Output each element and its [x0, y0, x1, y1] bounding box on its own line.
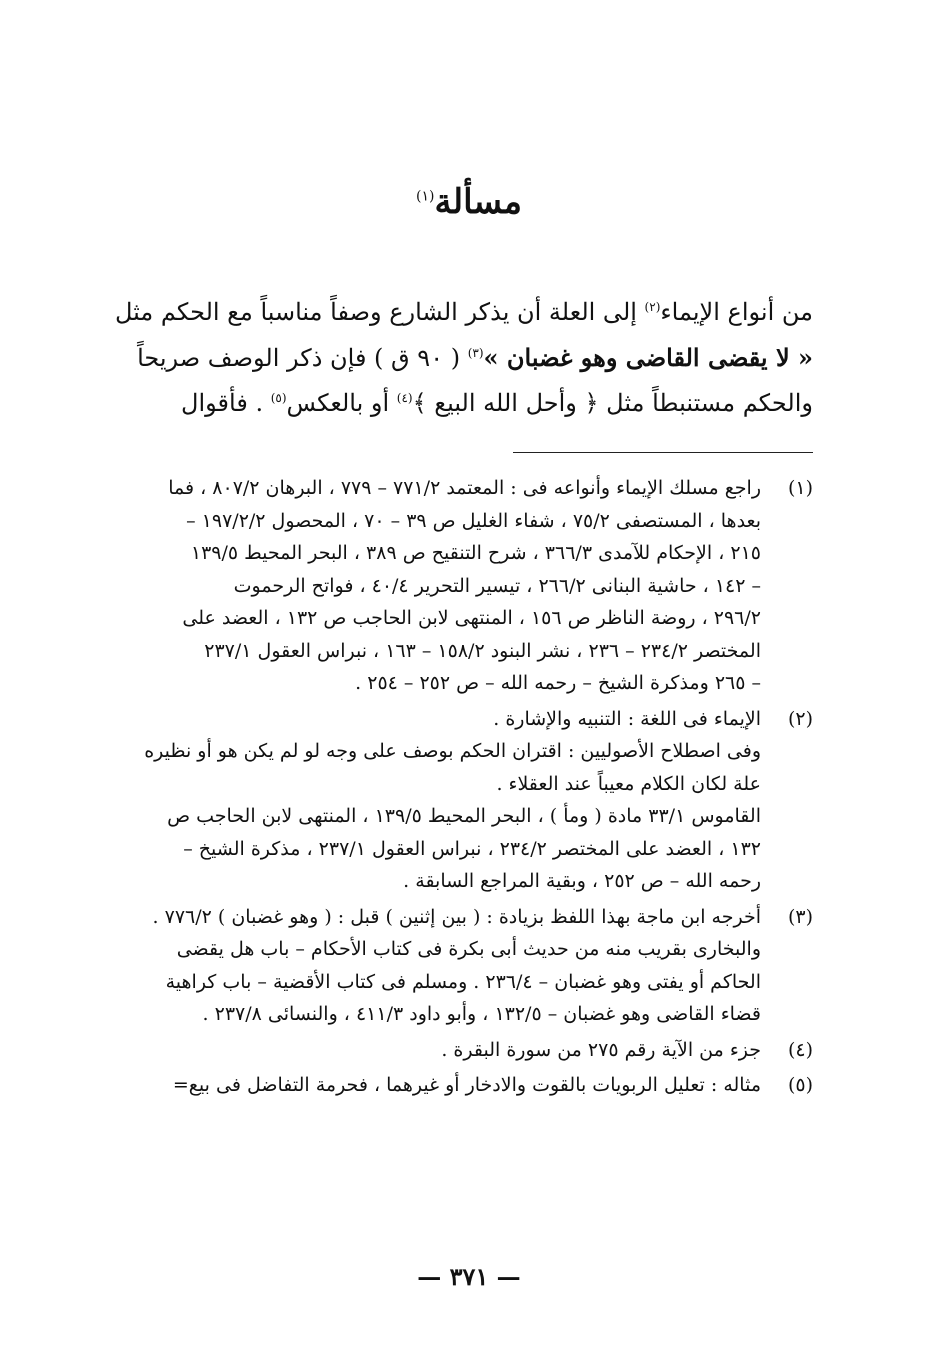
footnote-line: رحمه الله – ص ٢٥٢ ، وبقية المراجع السابقة .: [403, 870, 761, 892]
page-title: [0, 182, 938, 222]
footnote-line: راجع مسلك الإيماء وأنواعه فى : المعتمد ٧٧١/٢ – ٧٧٩ ، البرهان ٨٠٧/٢ ، فما: [168, 477, 761, 499]
footnote-ref: (٢): [644, 300, 661, 314]
footnote-ref: (٣): [467, 346, 484, 360]
footnote-line: المختصر ٢٣٤/٢ – ٢٣٦ ، نشر البنود ١٥٨/٢ – ١٦٣ ، نبراس العقول ٢٣٧/١: [204, 639, 761, 662]
footnote-line: مثاله : تعليل الربويات بالقوت والادخار أو غيرهما ، فحرمة التفاضل فى بيع=: [172, 1074, 761, 1096]
body-text: ( ٩٠ ق ) فإن ذكر الوصف صريحاً: [137, 344, 468, 372]
footnote-5: [123, 1069, 813, 1102]
footnotes: [123, 472, 813, 1102]
footnote-line: ١٣٢ ، العضد على المختصر ٢٣٤/٢ ، نبراس العقول ٢٣٧/١ ، مذكرة الشيخ –: [183, 837, 761, 860]
body-text: . فأقوال: [181, 389, 271, 417]
footnote-line: بعدها ، المستصفى ٧٥/٢ ، شفاء الغليل ص ٣٩ – ٧٠ ، المحصول ١٩٧/٢/٢ –: [186, 509, 761, 532]
main-paragraph: [114, 290, 813, 426]
footnote-number: (٢): [787, 707, 813, 730]
footnote-number: (٣): [787, 905, 813, 928]
footnote-1: [123, 472, 813, 700]
footnote-line: ٢١٥ ، الإحكام للآمدى ٣٦٦/٣ ، شرح التنقيح ص ٣٨٩ ، البحر المحيط ١٣٩/٥: [190, 542, 761, 564]
footnote-line: الحاكم أو يفتى وهو غضبان – ٢٣٦/٤ . ومسلم فى كتاب الأقضية – باب كراهية: [165, 970, 761, 993]
footnote-line: والبخارى بقريب منه من حديث أبى بكرة فى كتاب الأحكام – باب هل يقضى: [176, 938, 761, 960]
body-line-1: [114, 290, 813, 335]
body-line-3: [123, 381, 813, 426]
footnote-line: أخرجه ابن ماجة بهذا اللفظ بزيادة : ( بين إثنين ) قبل : ( وهو غضبان ) ٧٧٦/٢ .: [152, 905, 761, 928]
hadith-quote: « لا يقضى القاضى وهو غضبان »: [483, 343, 813, 372]
body-text: والحكم مستنبطاً مثل ﴿ وأحل الله البيع ﴾: [412, 389, 813, 417]
title-footnote-ref: (١): [416, 188, 435, 205]
footnote-line: – ٢٦٥ ومذكرة الشيخ – رحمه الله – ص ٢٥٢ – ٢٥٤ .: [355, 672, 761, 694]
footnote-number: (٤): [787, 1038, 813, 1061]
footnote-ref: (٤): [396, 391, 413, 405]
footnote-line: القاموس ٣٣/١ مادة ( ومأ ) ، البحر المحيط ١٣٩/٥ ، المنتهى لابن الحاجب ص: [167, 805, 761, 827]
footnote-line: جزء من الآية رقم ٢٧٥ من سورة البقرة .: [441, 1038, 761, 1061]
footnote-4: [123, 1034, 813, 1067]
footnote-number: (١): [787, 477, 813, 499]
title-text: مسألة: [434, 182, 522, 222]
body-text: أو بالعكس: [286, 389, 397, 417]
footnote-line: وفى اصطلاح الأصوليين : اقتران الحكم بوصف على وجه لو لم يكن هو أو نظيره: [144, 740, 761, 762]
footnote-separator: [513, 452, 813, 453]
footnote-line: – ١٤٢ ، حاشية البنانى ٢٦٦/٢ ، تيسير التحرير ٤٠/٤ ، فواتح الرحموت: [233, 574, 761, 597]
footnote-line: قضاء القاضى وهو غضبان – ١٣٢/٥ ، وأبو داود ٤١١/٣ ، والنسائى ٢٣٧/٨ .: [202, 1003, 761, 1025]
footnote-line: علة لكان الكلام معيباً عند العقلاء .: [496, 772, 761, 795]
footnote-3: [123, 901, 813, 1031]
page-number: — ٣٧١ —: [417, 1262, 521, 1291]
footnote-number: (٥): [787, 1074, 813, 1096]
footnote-2: [123, 703, 813, 898]
body-text: من أنواع الإيماء: [660, 298, 813, 326]
body-line-2: [123, 335, 813, 381]
footnote-line: الإيماء فى اللغة : التنبيه والإشارة .: [493, 707, 761, 730]
footnote-ref: (٥): [270, 391, 287, 405]
body-text: إلى العلة أن يذكر الشارع وصفاً مناسباً مع الحكم مثل: [114, 298, 645, 326]
footnote-line: ٢٩٦/٢ ، روضة الناظر ص ١٥٦ ، المنتهى لابن الحاجب ص ١٣٢ ، العضد على: [182, 607, 761, 629]
